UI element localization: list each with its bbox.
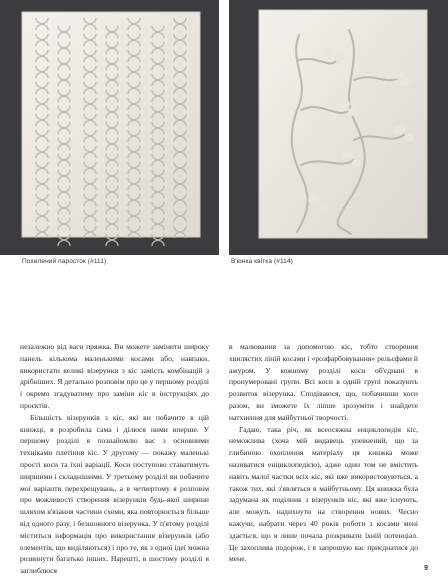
page-number: 9 xyxy=(424,565,428,572)
paragraph: Більшість візерунків з кіс, які ви побачите в цій книжці, я розробила сама і ділюся ними вперше. У першому розділі я познайомлю вас з основними техніками плетіння кіс. У другому — покажу маленькі прості коси та їхні варіації. Коси поступово ставатимуть ширшими і складнішими. У третьому розділі ви побачите мої варіанти перехрещувань, а в четвертому я розповім про можливості створення візерунків будь-якої ширини шляхом в'язання частини схеми, яка повторюється більше від одного разу, і безшовного візерунка. У п'ятому розділі міститься інформація про використання візерунків (або елементів, що виділяються) і про те, як з одної ідеї можна розвинути багатько інших. Нарешті, в шостому розділі я заглиблюся xyxy=(20,412,209,576)
photo-caption-left: Похилений паросток (#111) xyxy=(22,258,107,265)
photo-caption-right: В'юнка квітка (#114) xyxy=(231,258,293,265)
paragraph: Гадаю, така річ, як всеосяжна енциклопедія кіс, неможлива (хоча мій видавець упевнений, що за глибиною охоплення матеріалу ця книжка може називатися енциклопедією), адже один том не вмістить навіть малої частки всіх кіс, які вже використовуються, а також тих, які з'являться в майбутньому. Ця книжка була задумана як поділник з візерунків кіс, які вже існують, але можуть надихнути на створення нових. Чесно кажучи, набрати через 40 років роботи з косами мені здається, що я лише почала розкривати їхній потенціал. Це захоплива подорож, і я запрошую вас приєднатися до мене. xyxy=(229,424,418,564)
swatch-photo-left xyxy=(0,0,219,255)
text-column-left xyxy=(20,341,209,577)
swatch-photo-right xyxy=(229,0,448,255)
paragraph: незалежно від ваги пряжка. Ви можете замінити широку панель кількома маленькими косами або, навпаки, використати великі візерунки з кіс замість комбінацій з дрібніших. Я детально розповім про це у першому розділі і окремо згадуватиму про заміни кіс в інструкціях до проєктів. xyxy=(20,342,209,410)
paragraph: в малювання за допомогою кіс, тобто створення хвилястих ліній косами і «розфарбовування» рельєфами й ажуром. У кожному розділі коси об'єднані в пронумеровані групи. Всі коси в одній групі показують розвиток візерунка. Сподіваюся, що, побачивши коси разом, ви зможете їх ліпше зрозуміти і знайдете натхнення для майбутньої творчості. xyxy=(229,342,418,422)
text-column-right xyxy=(229,341,418,565)
